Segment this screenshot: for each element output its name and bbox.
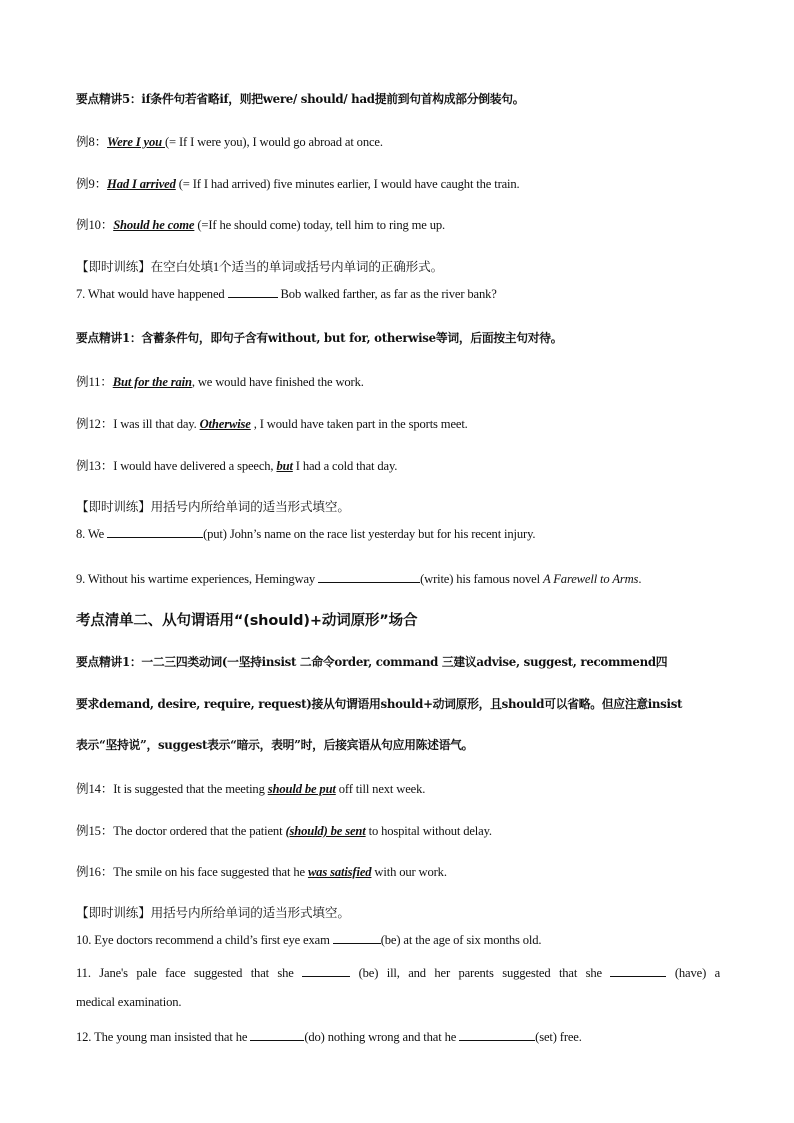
example-answer: Otherwise xyxy=(199,417,251,431)
example-answer: but xyxy=(276,459,293,473)
example-text: , I would have taken part in the sports meet. xyxy=(250,417,468,431)
example-answer: But for the rain xyxy=(112,375,192,389)
answer-blank[interactable] xyxy=(333,931,381,944)
practice-header-1 xyxy=(76,256,720,275)
practice-header-text: 【即时训练】用括号内所给单词的适当形式填空。 xyxy=(76,906,350,920)
question-10 xyxy=(76,931,720,948)
question-text: (be) ill, and her parents suggested that she xyxy=(350,966,611,980)
example-text: It is suggested that the meeting xyxy=(113,782,268,796)
question-text: (do) nothing wrong and that he xyxy=(304,1030,460,1044)
example-label: 例11： xyxy=(76,375,113,389)
question-text: . xyxy=(638,572,642,586)
example-answer: was satisfied xyxy=(307,865,372,879)
key-point-1-should-line3 xyxy=(76,736,720,753)
example-label: 例8： xyxy=(76,135,108,149)
example-text: The smile on his face suggested that he xyxy=(113,865,308,879)
question-text: 12. The young man insisted that he xyxy=(76,1030,251,1044)
key-point-5 xyxy=(76,90,720,107)
question-text: Bob walked farther, as far as the river bank? xyxy=(277,287,497,301)
example-text: I would have delivered a speech, xyxy=(113,459,277,473)
question-text: (put) John’s name on the race list yesterday but for his recent injury. xyxy=(203,527,536,541)
question-12 xyxy=(76,1028,720,1045)
key-point-5-text: 要点精讲5：if条件句若省略if，则把were/ should/ had提前到句首构成部分倒装句。 xyxy=(76,92,525,106)
example-label: 例16： xyxy=(76,865,114,879)
answer-blank[interactable] xyxy=(459,1028,535,1041)
question-9 xyxy=(76,570,720,587)
practice-header-3 xyxy=(76,902,720,921)
practice-header-text: 【即时训练】用括号内所给单词的适当形式填空。 xyxy=(76,500,350,514)
example-13 xyxy=(76,455,720,474)
question-8 xyxy=(76,525,720,542)
question-11 xyxy=(76,964,720,981)
question-11-continued xyxy=(76,995,720,1010)
example-answer: Should he come xyxy=(113,218,195,232)
question-text: (be) at the age of six months old. xyxy=(380,933,542,947)
question-text: 7. What would have happened xyxy=(76,287,228,301)
question-7 xyxy=(76,285,720,302)
example-text: I had a cold that day. xyxy=(292,459,398,473)
answer-blank[interactable] xyxy=(610,964,666,977)
example-text: (=If he should come) today, tell him to ring me up. xyxy=(194,218,446,232)
section-2-heading xyxy=(76,609,720,630)
answer-blank[interactable] xyxy=(228,285,278,298)
key-point-text: 要点精讲1：一二三四类动词(一坚持insist 二命令order, command 三建议advise, suggest, recommend四 xyxy=(76,655,668,669)
answer-blank[interactable] xyxy=(318,570,420,583)
question-text: 10. Eye doctors recommend a child’s first eye exam xyxy=(76,933,333,947)
example-14 xyxy=(76,778,720,797)
answer-blank[interactable] xyxy=(107,525,203,538)
question-text: 8. We xyxy=(76,527,108,541)
example-15 xyxy=(76,820,720,839)
example-text: with our work. xyxy=(371,865,447,879)
novel-title: A Farewell to Arms xyxy=(542,572,639,586)
example-text: to hospital without delay. xyxy=(365,824,492,838)
example-label: 例12： xyxy=(76,417,114,431)
key-point-text: 要点精讲1：含蓄条件句，即句子含有without, but for, otherwise等词，后面按主句对待。 xyxy=(76,331,563,345)
key-point-1-should-line1 xyxy=(76,653,720,670)
example-label: 例10： xyxy=(76,218,114,232)
example-answer: should be put xyxy=(267,782,336,796)
practice-header-text: 【即时训练】在空白处填1个适当的单词或括号内单词的正确形式。 xyxy=(76,260,444,274)
question-text: 11. Jane's pale face suggested that she xyxy=(76,966,303,980)
key-point-text: 表示“坚持说”，suggest表示“暗示，表明”时，后接宾语从句应用陈述语气。 xyxy=(76,738,474,752)
section-heading-text: 考点清单二、从句谓语用“(should)+动词原形”场合 xyxy=(76,613,418,629)
example-10 xyxy=(76,214,720,233)
question-text: medical examination. xyxy=(76,995,182,1009)
example-text: off till next week. xyxy=(335,782,426,796)
question-text: (have) a xyxy=(666,966,720,980)
example-11 xyxy=(76,371,720,390)
key-point-text: 要求demand, desire, require, request)接从句谓语用should+动词原形，且should可以省略。但应注意insist xyxy=(76,697,683,711)
example-label: 例9： xyxy=(76,177,108,191)
example-text: The doctor ordered that the patient xyxy=(113,824,286,838)
practice-header-2 xyxy=(76,496,720,515)
example-label: 例13： xyxy=(76,459,114,473)
answer-blank[interactable] xyxy=(250,1028,304,1041)
answer-blank[interactable] xyxy=(302,964,350,977)
example-9 xyxy=(76,173,720,192)
example-text: , we would have finished the work. xyxy=(191,375,364,389)
question-text: (write) his famous novel xyxy=(420,572,543,586)
key-point-1-implicit xyxy=(76,329,720,346)
example-16 xyxy=(76,861,720,880)
example-8 xyxy=(76,131,720,150)
example-text: (= If I had arrived) five minutes earlier, I would have caught the train. xyxy=(175,177,520,191)
key-point-1-should-line2 xyxy=(76,695,720,712)
example-text: I was ill that day. xyxy=(113,417,200,431)
example-answer: Had I arrived xyxy=(107,177,176,191)
example-answer: (should) be sent xyxy=(285,824,366,838)
example-label: 例15： xyxy=(76,824,114,838)
question-text: 9. Without his wartime experiences, Hemingway xyxy=(76,572,319,586)
example-answer: Were I you xyxy=(107,135,165,149)
question-text: (set) free. xyxy=(535,1030,582,1044)
example-12 xyxy=(76,413,720,432)
example-label: 例14： xyxy=(76,782,114,796)
example-text: (= If I were you), I would go abroad at once. xyxy=(164,135,383,149)
